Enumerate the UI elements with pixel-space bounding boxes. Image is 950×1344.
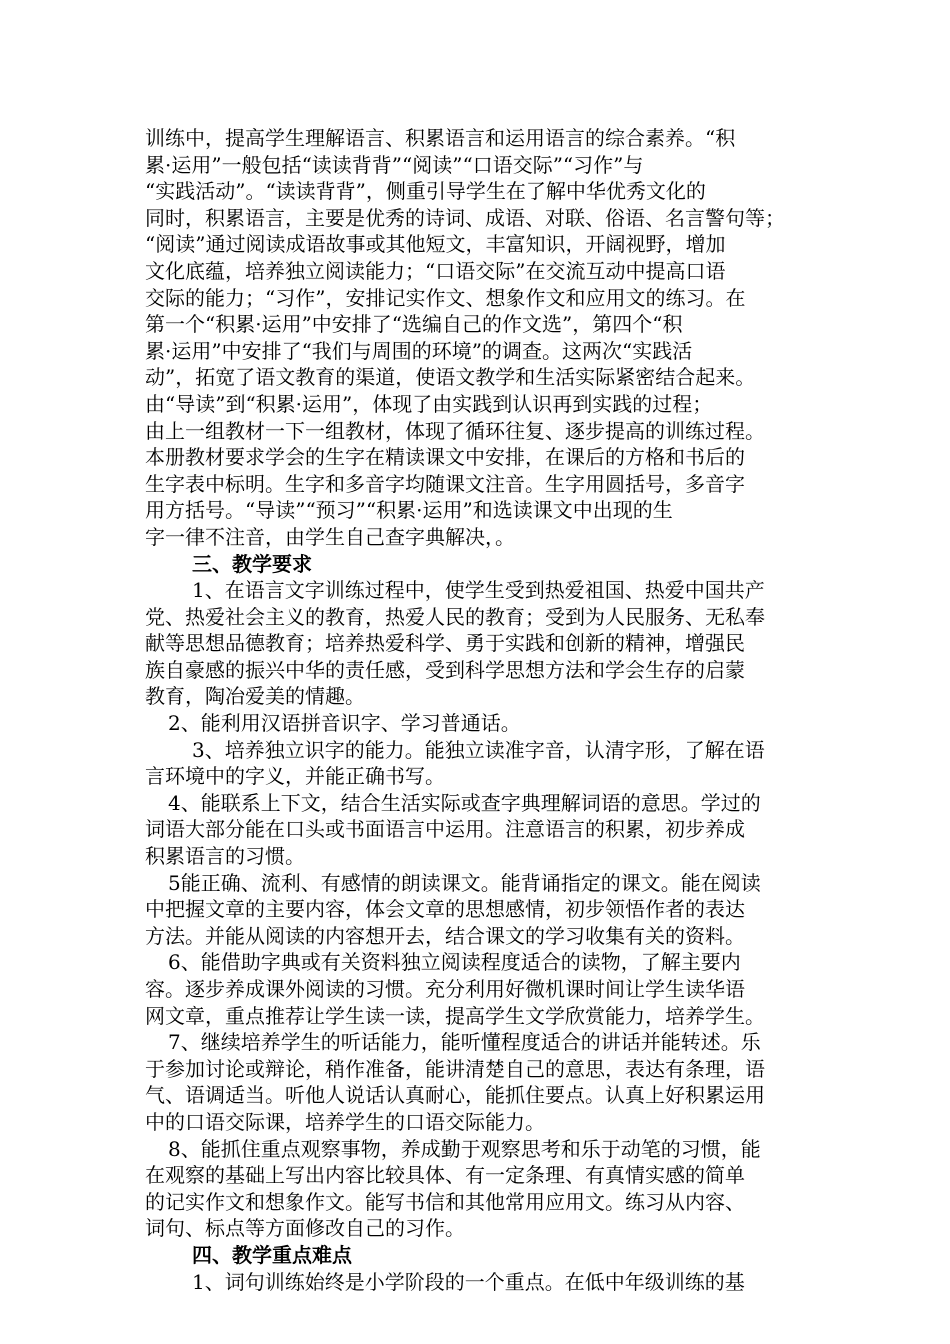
requirement-item-7	[145, 1029, 807, 1135]
text-line: 1、在语言文字训练过程中，使学生受到热爱祖国、热爱中国共产	[192, 578, 765, 603]
text-line: 4、能联系上下文，结合生活实际或查字典理解词语的意思。学过的	[168, 790, 761, 815]
text-line: 积累语言的习惯。	[145, 844, 305, 869]
requirement-item-2	[145, 710, 807, 737]
text-line: 3、培养独立识字的能力。能独立读准字音，认清字形，了解在语	[192, 737, 765, 762]
text-line: 第一个“积累·运用”中安排了“选编自己的作文选”，第四个“积	[145, 312, 683, 337]
text-line: 累·运用”中安排了“我们与周围的环境”的调查。这两次“实践活	[145, 338, 693, 363]
text-line: 5能正确、流利、有感情的朗读课文。能背诵指定的课文。能在阅读	[168, 870, 761, 895]
text-line: 族自豪感的振兴中华的责任感，受到科学思想方法和学会生存的启蒙	[145, 657, 745, 682]
text-line: 献等思想品德教育；培养热爱科学、勇于实践和创新的精神，增强民	[145, 631, 745, 656]
intro-paragraph	[145, 125, 807, 551]
text-line: 文化底蕴，培养独立阅读能力；“口语交际”在交流互动中提高口语	[145, 258, 726, 283]
requirement-item-3	[145, 737, 807, 790]
text-line: 6、能借助字典或有关资料独立阅读程度适合的读物，了解主要内	[168, 950, 741, 975]
section-heading-teaching-requirements: 三、教学要求	[192, 551, 312, 576]
text-line: 的记实作文和想象作文。能写书信和其他常用应用文。练习从内容、	[145, 1189, 745, 1214]
text-line: 教育，陶冶爱美的情趣。	[145, 684, 365, 709]
text-line: 中的口语交际课，培养学生的口语交际能力。	[145, 1109, 545, 1134]
requirement-item-5	[145, 870, 807, 950]
text-line: 生字表中标明。生字和多音字均随课文注音。生字用圆括号，多音字	[145, 471, 745, 496]
text-line: 7、继续培养学生的听话能力，能听懂程度适合的讲话并能转述。乐	[168, 1030, 761, 1055]
text-line: 中把握文章的主要内容，体会文章的思想感情，初步领悟作者的表达	[145, 897, 745, 922]
text-line: 于参加讨论或辩论，稍作准备，能讲清楚自己的意思，表达有条理，语	[145, 1056, 765, 1081]
text-line: 同时，积累语言，主要是优秀的诗词、成语、对联、俗语、名言警句等；	[145, 205, 785, 230]
text-line: 党、热爱社会主义的教育，热爱人民的教育；受到为人民服务、无私奉	[145, 604, 765, 629]
requirement-item-1	[145, 577, 807, 710]
text-line: 本册教材要求学会的生字在精读课文中安排，在课后的方格和书后的	[145, 445, 745, 470]
text-line: 8、能抓住重点观察事物，养成勤于观察思考和乐于动笔的习惯，能	[168, 1136, 761, 1161]
text-line: 动”，拓宽了语文教育的渠道，使语文教学和生活实际紧密结合起来。	[145, 365, 756, 390]
text-line: 方法。并能从阅读的内容想开去，结合课文的学习收集有关的资料。	[145, 923, 745, 948]
text-line: 词句、标点等方面修改自己的习作。	[145, 1216, 465, 1241]
requirement-item-8	[145, 1136, 807, 1242]
text-line: 字一律不注音，由学生自己查字典解决，。	[145, 524, 515, 549]
text-line: 容。逐步养成课外阅读的习惯。充分利用好微机课时间让学生读华语	[145, 977, 745, 1001]
document-page	[145, 125, 807, 1295]
text-line: 训练中，提高学生理解语言、积累语言和运用语言的综合素养。“积	[145, 126, 736, 150]
requirement-item-4	[145, 790, 807, 870]
text-line: 累·运用”一般包括“读读背背”“阅读”“口语交际”“习作”与	[145, 152, 644, 177]
section-heading-key-difficulties: 四、教学重点难点	[192, 1242, 352, 1267]
text-line: 2、能利用汉语拼音识字、学习普通话。	[168, 711, 521, 736]
text-line: 气、语调适当。听他人说话认真耐心，能抓住要点。认真上好积累运用	[145, 1083, 765, 1108]
text-line: 言环境中的字义，并能正确书写。	[145, 764, 445, 789]
difficulty-item-1	[145, 1269, 807, 1296]
text-line: 交际的能力；“习作”，安排记实作文、想象作文和应用文的练习。在	[145, 285, 746, 310]
text-line: “阅读”通过阅读成语故事或其他短文，丰富知识，开阔视野，增加	[145, 232, 726, 257]
text-line: 词语大部分能在口头或书面语言中运用。注意语言的积累，初步养成	[145, 817, 745, 842]
text-line: 用方括号。“导读”“预习”“积累·运用”和选读课文中出现的生	[145, 498, 673, 523]
text-line: 网文章，重点推荐让学生读一读，提高学生文学欣赏能力，培养学生。	[145, 1003, 765, 1028]
text-line: 由上一组教材一下一组教材，体现了循环往复、逐步提高的训练过程。	[145, 418, 765, 443]
text-line: “实践活动”。“读读背背”，侧重引导学生在了解中华优秀文化的	[145, 179, 706, 204]
text-line: 由“导读”到“积累·运用”，体现了由实践到认识再到实践的过程；	[145, 391, 713, 416]
text-line: 1、词句训练始终是小学阶段的一个重点。在低中年级训练的基	[192, 1269, 745, 1294]
text-line: 在观察的基础上写出内容比较具体、有一定条理、有真情实感的简单	[145, 1163, 745, 1188]
requirement-item-6	[145, 949, 807, 1029]
